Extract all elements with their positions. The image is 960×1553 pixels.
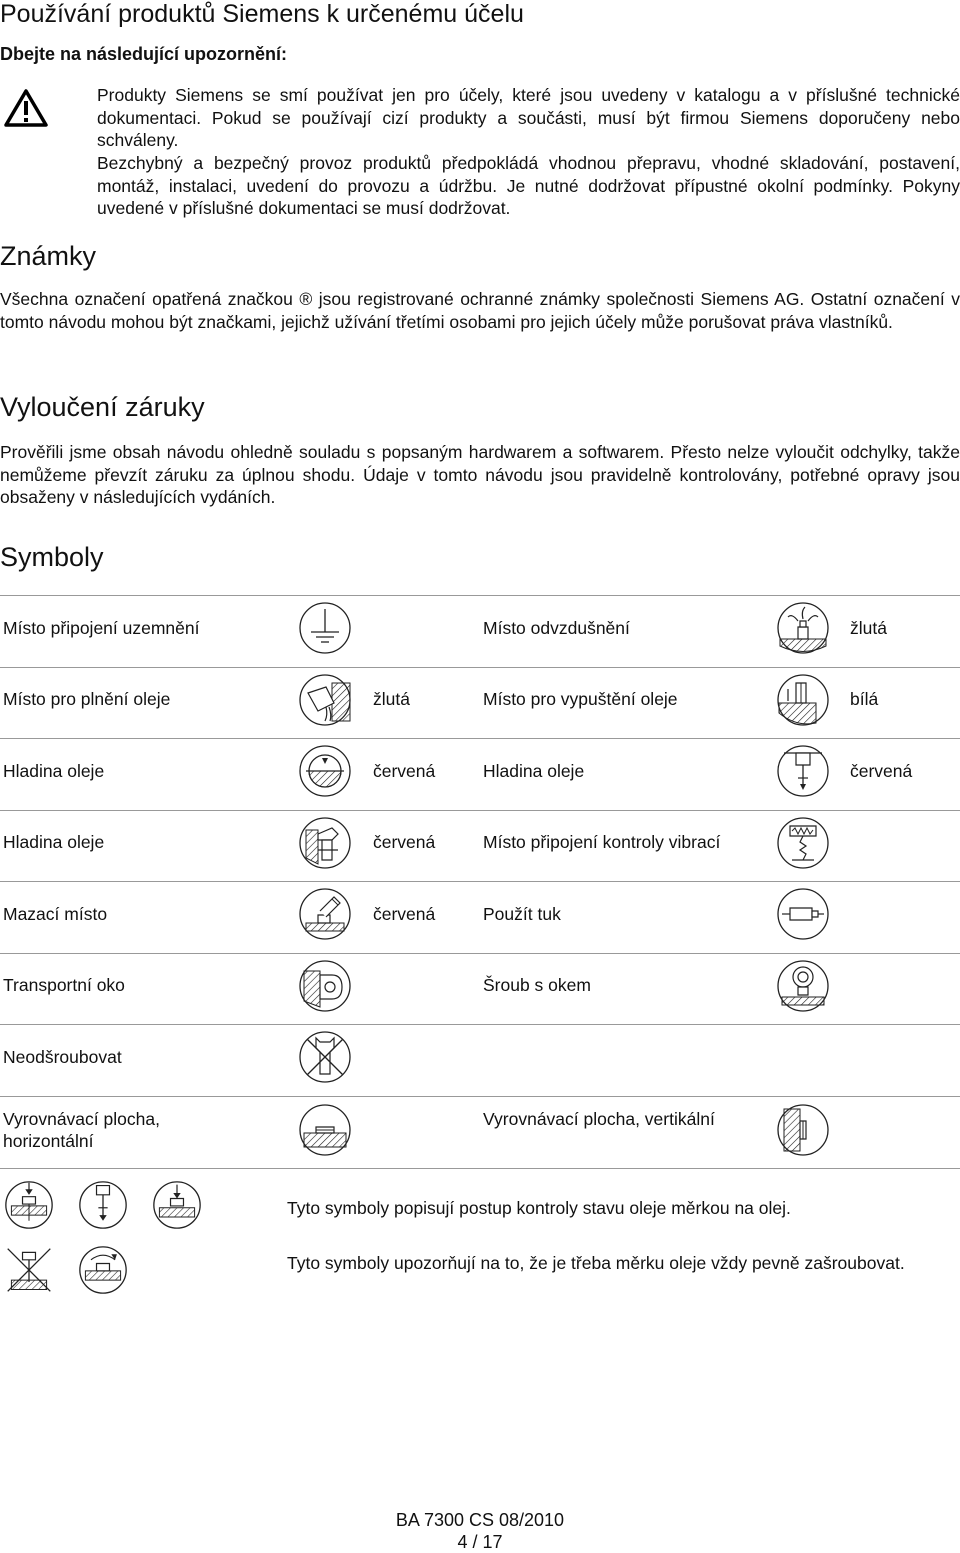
dipstick-step-2-icon xyxy=(78,1180,128,1230)
dipstick-step-1-icon xyxy=(4,1180,54,1230)
symbol-label: Místo pro vypuštění oleje xyxy=(483,689,678,709)
symbol-label: Transportní oko xyxy=(3,975,125,995)
symbol-color-label: žlutá xyxy=(850,618,887,638)
symbol-label: Hladina oleje xyxy=(3,761,105,781)
notice-paragraph-1: Produkty Siemens se smí používat jen pro účely, které jsou uvedeny v katalogu a v příslušné technické dokumentaci. Pokud se používají cizí produkty a součásti, musí být firmou Siemens doporučeny nebo schváleny. xyxy=(97,85,960,150)
vibration-monitoring-icon xyxy=(776,816,830,870)
oil-level-dipstick-icon xyxy=(776,744,830,798)
symbol-label: Vyrovnávací plocha, vertikální xyxy=(483,1109,715,1129)
symbols-table-rule xyxy=(0,810,960,811)
oil-filling-point-icon xyxy=(298,673,352,727)
notice-paragraph-2: Bezchybný a bezpečný provoz produktů předpokládá vhodnou přepravu, vhodné skladování, postavení, montáž, instalaci, uvedení do provozu a údržbu. Je nutné dodržovat přípustné okolní podmínky. Pokyny uvedené v příslušné dokumentaci se musí dodržovat. xyxy=(97,153,960,218)
symbol-label: Mazací místo xyxy=(3,904,108,924)
symbol-color-label: červená xyxy=(850,761,913,781)
symbol-label: Místo odvzdušnění xyxy=(483,618,630,638)
symbol-label: Místo připojení kontroly vibrací xyxy=(483,832,721,852)
page-title: Používání produktů Siemens k určenému účelu xyxy=(0,0,524,28)
symbol-label: Neodšroubovat xyxy=(3,1047,122,1067)
do-not-unscrew-icon xyxy=(298,1030,352,1084)
footer-page-number: 4 / 17 xyxy=(457,1532,503,1552)
symbols-table-rule xyxy=(0,1024,960,1025)
ground-connection-icon xyxy=(298,601,352,655)
symbol-color-label: žlutá xyxy=(373,689,410,709)
venting-point-icon xyxy=(776,601,830,655)
symbol-label: Místo připojení uzemnění xyxy=(3,618,200,638)
warning-triangle-icon xyxy=(4,88,48,128)
symbols-table-rule xyxy=(0,738,960,739)
symbol-label: Hladina oleje xyxy=(3,832,105,852)
symbols-table-rule xyxy=(0,667,960,668)
disclaimer-heading: Vyloučení záruky xyxy=(0,392,205,422)
grease-tube-icon xyxy=(776,887,830,941)
dipstick-step-3-icon xyxy=(152,1180,202,1230)
horizontal-alignment-surface-icon xyxy=(298,1103,352,1157)
lubrication-point-icon xyxy=(298,887,352,941)
notice-heading: Dbejte na následující upozornění: xyxy=(0,44,288,64)
dipstick-warning: Tyto symboly upozorňují na to, že je třeba měrku oleje vždy pevně zašroubovat. xyxy=(287,1253,905,1273)
oil-drain-point-icon xyxy=(776,673,830,727)
symbol-color-label: červená xyxy=(373,904,436,924)
symbols-table-rule xyxy=(0,881,960,882)
symbols-heading: Symboly xyxy=(0,542,104,572)
disclaimer-paragraph: Prověřili jsme obsah návodu ohledně souladu s popsaným hardwarem a softwarem. Přesto nelze vyloučit odchylky, takže nemůžeme převzít záruku za úplnou shodu. Údaje v tomto návodu jsou pravidelně kontrolovány, potřebné opravy jsou obsaženy v následujících vydáních. xyxy=(0,442,960,507)
symbols-table-rule xyxy=(0,1168,960,1169)
eye-bolt-icon xyxy=(776,959,830,1013)
symbol-label: Použít tuk xyxy=(483,904,561,924)
trademarks-heading: Známky xyxy=(0,241,97,271)
dipstick-not-screwed-icon xyxy=(4,1245,54,1295)
symbol-label: Místo pro plnění oleje xyxy=(3,689,171,709)
symbols-table-rule xyxy=(0,595,960,596)
dipstick-screwed-tight-icon xyxy=(78,1245,128,1295)
symbols-table-rule xyxy=(0,1096,960,1097)
symbol-label: Hladina oleje xyxy=(483,761,585,781)
dipstick-note: Tyto symboly popisují postup kontroly stavu oleje měrkou na olej. xyxy=(287,1198,791,1218)
symbol-label: Vyrovnávací plocha, horizontální xyxy=(3,1109,160,1151)
symbol-color-label: bílá xyxy=(850,689,879,709)
oil-level-sight-glass-icon xyxy=(298,744,352,798)
oil-level-indicator-icon xyxy=(298,816,352,870)
footer-document-code: BA 7300 CS 08/2010 xyxy=(395,1510,565,1530)
symbol-color-label: červená xyxy=(373,761,436,781)
vertical-alignment-surface-icon xyxy=(776,1103,830,1157)
symbol-label: Šroub s okem xyxy=(483,975,591,995)
symbol-color-label: červená xyxy=(373,832,436,852)
trademarks-paragraph: Všechna označení opatřená značkou ® jsou registrované ochranné známky společnosti Siemens AG. Ostatní označení v tomto návodu mohou být značkami, jejichž užívání třetími osobami pro jejich účely může porušovat práva vlastníků. xyxy=(0,289,960,332)
transport-lug-icon xyxy=(298,959,352,1013)
symbols-table-rule xyxy=(0,953,960,954)
